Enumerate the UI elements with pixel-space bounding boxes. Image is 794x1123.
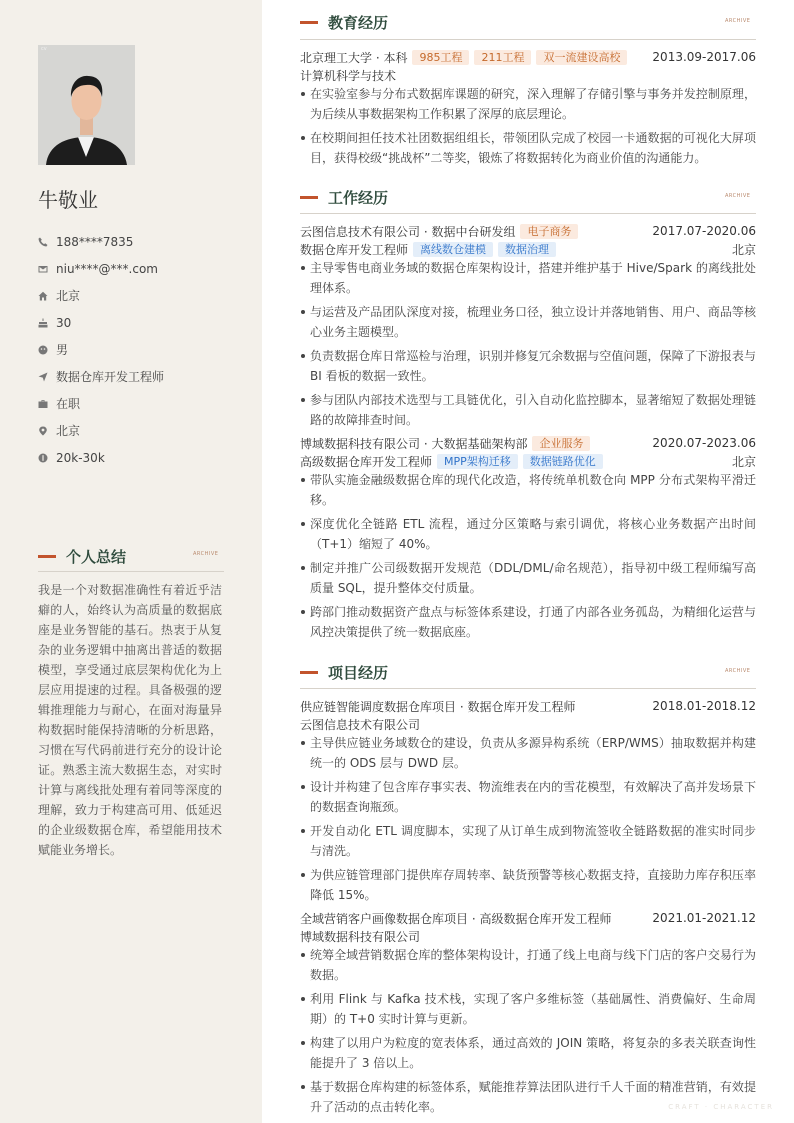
- projects-archive-label: ARCHIVE: [725, 668, 751, 674]
- contact-age-text: 30: [56, 315, 72, 330]
- job-header-row: [300, 434, 756, 452]
- contact-location: [38, 417, 238, 444]
- projects-title: 项目经历: [328, 664, 389, 682]
- education-title: 教育经历: [328, 14, 389, 32]
- work-title: 工作经历: [328, 189, 389, 207]
- job-company: 博域数据科技有限公司 · 大数据基础架构部: [300, 436, 528, 451]
- gender-icon: [38, 345, 56, 355]
- bullet-item: 负责数据仓库日常巡检与治理，识别并修复冗余数据与空值问题，保障了下游报表与 BI 看板的数据一致性。: [300, 346, 756, 386]
- school-tag: 双一流建设高校: [536, 50, 627, 65]
- contact-target-role: [38, 363, 238, 390]
- contact-list: [38, 228, 238, 471]
- education-header-row: [300, 48, 756, 66]
- industry-tag: 企业服务: [532, 436, 590, 451]
- photo-label: cv: [41, 46, 47, 52]
- work-divider: [300, 213, 756, 214]
- bullet-item: 为供应链管理部门提供库存周转率、缺货预警等核心数据支持，直接助力库存积压率降低 15%。: [300, 865, 756, 905]
- heading-accent-bar: [300, 671, 318, 674]
- send-icon: [38, 372, 56, 382]
- mail-icon: [38, 264, 56, 274]
- project-header-row: [300, 909, 756, 927]
- major: 计算机科学与技术: [300, 68, 397, 83]
- skill-tag: 数据链路优化: [523, 454, 603, 469]
- skill-tag: 离线数仓建模: [413, 242, 493, 257]
- contact-gender-text: 男: [56, 343, 69, 357]
- contact-location-text: 北京: [56, 424, 81, 438]
- contact-salary-text: 20k-30k: [56, 450, 105, 465]
- education-major-row: [300, 66, 756, 84]
- sidebar: [0, 0, 262, 1123]
- job-company: 云图信息技术有限公司 · 数据中台研发组: [300, 224, 516, 239]
- summary-archive-label: ARCHIVE: [193, 551, 219, 557]
- projects-divider: [300, 688, 756, 689]
- education-period: 2013.09-2017.06: [652, 50, 756, 64]
- industry-tag: 电子商务: [520, 224, 578, 239]
- contact-email-text: niu****@***.com: [56, 261, 158, 276]
- summary-heading: [38, 546, 126, 567]
- summary-title: 个人总结: [66, 548, 127, 566]
- project-name: 供应链智能调度数据仓库项目 · 数据仓库开发工程师: [300, 699, 576, 714]
- contact-gender: [38, 336, 238, 363]
- briefcase-icon: [38, 399, 56, 409]
- job-period: 2017.07-2020.06: [652, 224, 756, 238]
- bullet-item: 主导零售电商业务域的数据仓库架构设计，搭建并维护基于 Hive/Spark 的离线批处理体系。: [300, 258, 756, 298]
- heading-accent-bar: [300, 21, 318, 24]
- project-company: 博域数据科技有限公司: [300, 929, 421, 944]
- job-city: 北京: [731, 454, 756, 469]
- bullet-item: 参与团队内部技术选型与工具链优化，引入自动化监控脚本，显著缩短了数据处理链路的故障排查时间。: [300, 390, 756, 430]
- bullet-item: 统筹全域营销数据仓库的整体架构设计，打通了线上电商与线下门店的客户交易行为数据。: [300, 945, 756, 985]
- location-pin-icon: [38, 426, 56, 436]
- candidate-name: 牛敬业: [38, 188, 98, 212]
- bullet-item: 开发自动化 ETL 调度脚本，实现了从订单生成到物流签收全链路数据的准实时同步与清洗。: [300, 821, 756, 861]
- summary-text: 我是一个对数据准确性有着近乎洁癖的人，始终认为高质量的数据底座是业务智能的基石。热衷于从复杂的业务逻辑中抽离出普适的数据模型，享受通过底层架构优化为上层应用提速的过程。具备极强的逻辑推理能力与耐心，在面对海量异构数据时能保持清晰的分析思路，习惯在写代码前进行充分的设计论证。熟悉主流大数据生态，对实时计算与离线批处理有着同等深度的理解，致力于构建高可用、低延迟的企业级数据仓库，希望能用技术赋能业务增长。: [38, 583, 222, 857]
- heading-accent-bar: [300, 196, 318, 199]
- bullet-item: 在校期间担任技术社团数据组组长，带领团队完成了校园一卡通数据的可视化大屏项目，获得校级“挑战杯”二等奖，锻炼了将数据转化为商业价值的沟通能力。: [300, 128, 756, 168]
- project-company: 云图信息技术有限公司: [300, 717, 421, 732]
- bullet-item: 带队实施金融级数据仓库的现代化改造，将传统单机数仓向 MPP 分布式架构平滑迁移。: [300, 470, 756, 510]
- project-period: 2018.01-2018.12: [652, 699, 756, 713]
- home-icon: [38, 291, 56, 301]
- bullet-item: 跨部门推动数据资产盘点与标签体系建设，打通了内部各业务孤岛，为精细化运营与风控决策提供了统一数据底座。: [300, 602, 756, 642]
- bullet-item: 深度优化全链路 ETL 流程，通过分区策略与索引调优，将核心业务数据产出时间（T+1）缩短了 40%。: [300, 514, 756, 554]
- project-bullets: [300, 945, 756, 1121]
- cake-icon: [38, 318, 56, 328]
- work-heading: [300, 187, 388, 208]
- job-header-row: [300, 222, 756, 240]
- contact-status-text: 在职: [56, 397, 81, 411]
- school-tag: 985工程: [412, 50, 469, 65]
- salary-icon: [38, 453, 56, 463]
- projects-heading: [300, 662, 388, 683]
- contact-target-role-text: 数据仓库开发工程师: [56, 370, 165, 384]
- contact-phone-text: 188****7835: [56, 234, 134, 249]
- project-period: 2021.01-2021.12: [652, 911, 756, 925]
- education-archive-label: ARCHIVE: [725, 18, 751, 24]
- contact-phone: [38, 228, 238, 255]
- education-heading: [300, 12, 388, 33]
- bullet-item: 利用 Flink 与 Kafka 技术栈，实现了客户多维标签（基础属性、消费偏好、生命周期）的 T+0 实时计算与更新。: [300, 989, 756, 1029]
- skill-tag: 数据治理: [498, 242, 556, 257]
- education-divider: [300, 39, 756, 40]
- bullet-item: 构建了以用户为粒度的宽表体系，通过高效的 JOIN 策略，将复杂的多表关联查询性能提升了 3 倍以上。: [300, 1033, 756, 1073]
- job-period: 2020.07-2023.06: [652, 436, 756, 450]
- job-role: 数据仓库开发工程师: [300, 242, 409, 257]
- contact-age: [38, 309, 238, 336]
- job-city: 北京: [731, 242, 756, 257]
- bullet-item: 与运营及产品团队深度对接，梳理业务口径，独立设计并落地销售、用户、商品等核心业务主题模型。: [300, 302, 756, 342]
- watermark: CRAFT · CHARACTER: [668, 1103, 774, 1111]
- project-name: 全域营销客户画像数据仓库项目 · 高级数据仓库开发工程师: [300, 911, 612, 926]
- contact-salary: [38, 444, 238, 471]
- contact-status: [38, 390, 238, 417]
- job-role-row: [300, 452, 756, 470]
- school-name: 北京理工大学 · 本科: [300, 50, 408, 65]
- summary-divider: [38, 571, 224, 572]
- bullet-item: 基于数据仓库构建的标签体系，赋能推荐算法团队进行千人千面的精准营销，有效提升了活动的点击转化率。: [300, 1077, 756, 1117]
- project-company-row: [300, 927, 756, 945]
- job-bullets: [300, 470, 756, 646]
- phone-icon: [38, 237, 56, 247]
- project-company-row: [300, 715, 756, 733]
- work-archive-label: ARCHIVE: [725, 193, 751, 199]
- job-role: 高级数据仓库开发工程师: [300, 454, 433, 469]
- bullet-item: 制定并推广公司级数据开发规范（DDL/DML/命名规范），指导初中级工程师编写高质量 SQL，提升整体交付质量。: [300, 558, 756, 598]
- education-bullets: [300, 84, 756, 172]
- contact-home: [38, 282, 238, 309]
- contact-email: [38, 255, 238, 282]
- project-bullets: [300, 733, 756, 909]
- profile-photo: [38, 45, 135, 165]
- bullet-item: 设计并构建了包含库存事实表、物流维表在内的雪花模型，有效解决了高并发场景下的数据查询瓶颈。: [300, 777, 756, 817]
- school-tag: 211工程: [474, 50, 531, 65]
- project-header-row: [300, 697, 756, 715]
- bullet-item: 在实验室参与分布式数据库课题的研究，深入理解了存储引擎与事务并发控制原理，为后续从事数据架构工作积累了深厚的底层理论。: [300, 84, 756, 124]
- heading-accent-bar: [38, 555, 56, 558]
- skill-tag: MPP架构迁移: [437, 454, 518, 469]
- job-role-row: [300, 240, 756, 258]
- job-bullets: [300, 258, 756, 434]
- bullet-item: 主导供应链业务域数仓的建设，负责从多源异构系统（ERP/WMS）抽取数据并构建统一的 ODS 层与 DWD 层。: [300, 733, 756, 773]
- contact-home-text: 北京: [56, 289, 81, 303]
